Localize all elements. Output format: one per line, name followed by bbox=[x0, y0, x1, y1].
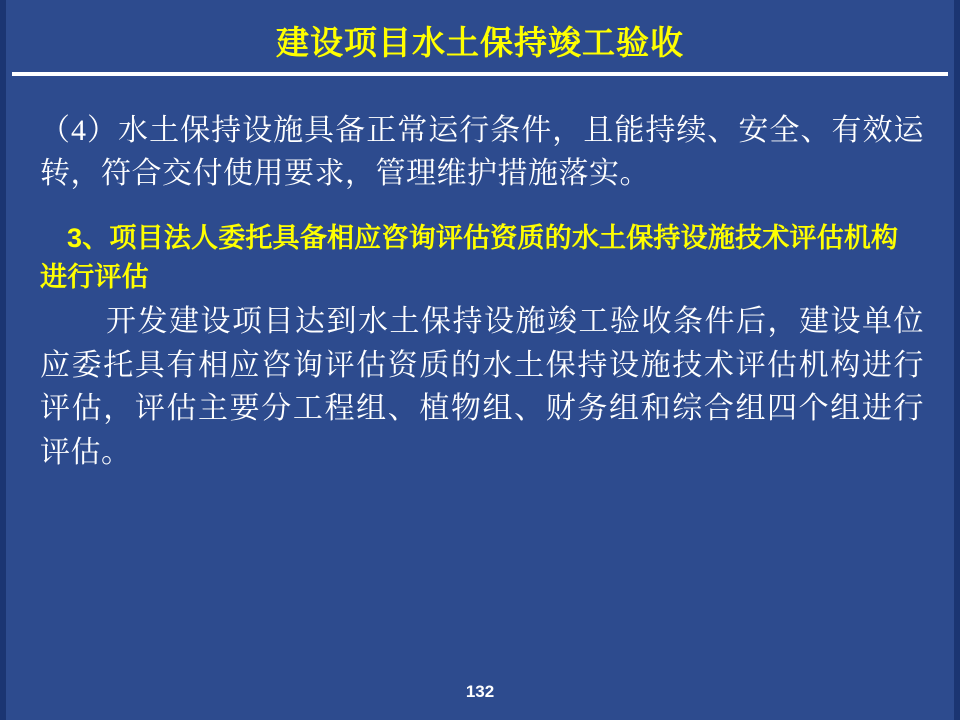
section-heading-3: 3、项目法人委托具备相应咨询评估资质的水土保持设施技术评估机构进行评估 bbox=[40, 223, 899, 292]
page-number: 132 bbox=[465, 682, 495, 701]
title-divider bbox=[12, 72, 948, 76]
slide-title-bar bbox=[6, 0, 954, 76]
section-body-3: 开发建设项目达到水土保持设施竣工验收条件后，建设单位应委托具有相应咨询评估资质的水土保持设施技术评估机构进行评估，评估主要分工程组、植物组、财务组和综合组四个组进行评估。 bbox=[40, 304, 924, 470]
paragraph-item-4: （4）水土保持设施具备正常运行条件，且能持续、安全、有效运转，符合交付使用要求，管理维护措施落实。 bbox=[40, 114, 924, 190]
slide-content bbox=[40, 110, 924, 475]
page-title: 建设项目水土保持竣工验收 bbox=[276, 23, 684, 61]
